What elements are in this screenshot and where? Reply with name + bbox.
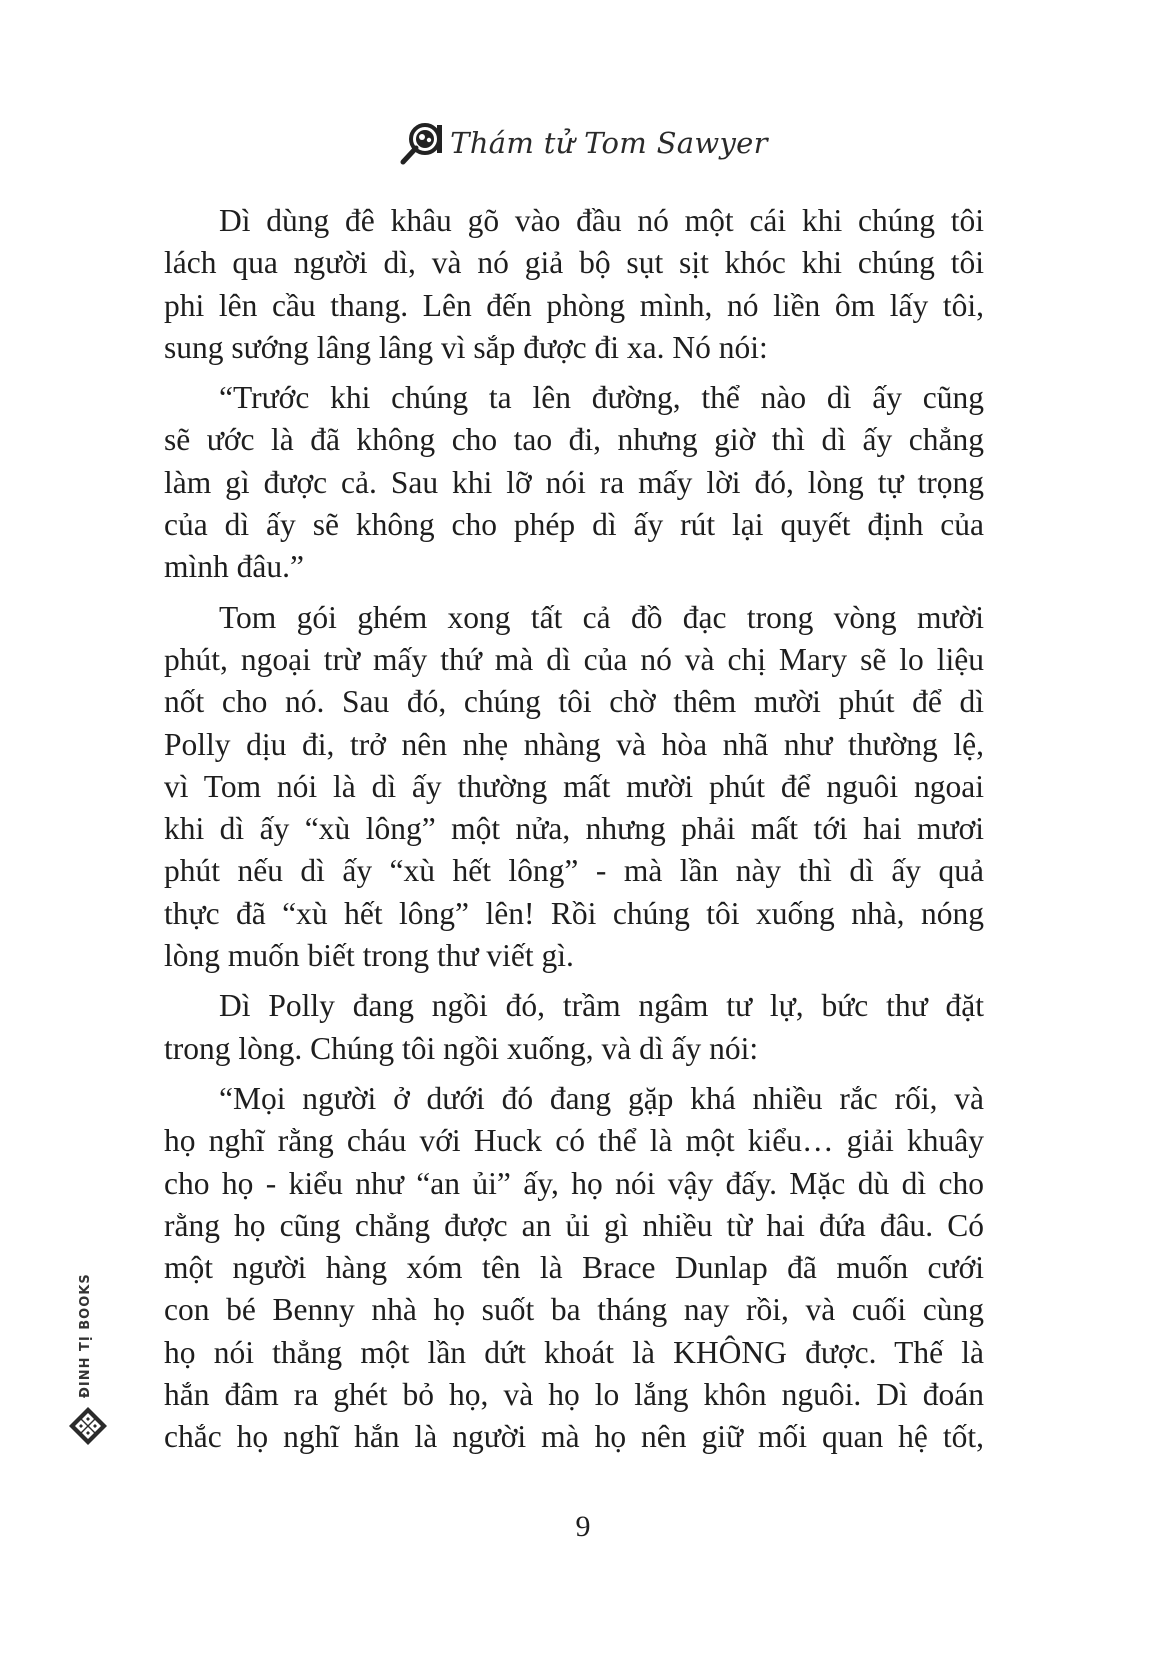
book-title: Thám tử Tom Sawyer: [450, 126, 768, 160]
paragraph: [164, 377, 984, 588]
text-line: họ nói thẳng một lần dứt khoát là KHÔNG được. Thế là: [164, 1334, 984, 1370]
text-line: phi lên cầu thang. Lên đến phòng mình, nó liền ôm lấy tôi,: [164, 287, 984, 323]
text-line: nốt cho nó. Sau đó, chúng tôi chờ thêm mười phút để dì: [164, 684, 984, 720]
text-line: mình đâu.”: [164, 549, 304, 585]
publisher-mark: [66, 1273, 110, 1450]
paragraph: [164, 597, 984, 978]
text-line: rằng họ cũng chẳng được an ủi gì nhiều từ hai đứa đâu. Có: [164, 1207, 984, 1243]
text-line: hắn đâm ra ghét bỏ họ, và họ lo lắng khôn nguôi. Dì đoán: [164, 1377, 984, 1413]
paragraph: [164, 1078, 984, 1459]
text-line: Tom gói ghém xong tất cả đồ đạc trong vòng mười: [219, 599, 984, 635]
text-line: lòng muốn biết trong thư viết gì.: [164, 938, 574, 974]
magnifying-glass-icon: [398, 120, 444, 166]
text-line: “Trước khi chúng ta lên đường, thể nào dì ấy cũng: [219, 380, 984, 416]
text-line: cho họ - kiểu như “an ủi” ấy, họ nói vậy đấy. Mặc dù dì cho: [164, 1165, 984, 1201]
paragraph: [164, 200, 984, 369]
text-line: phút, ngoại trừ mấy thứ mà dì của nó và chị Mary sẽ lo liệu: [164, 641, 984, 677]
text-line: chắc họ nghĩ hắn là người mà họ nên giữ mối quan hệ tốt,: [164, 1419, 984, 1455]
text-line: sẽ ước là đã không cho tao đi, nhưng giờ thì dì ấy chẳng: [164, 422, 984, 458]
diamond-lattice-logo-icon: [68, 1406, 108, 1446]
text-line: làm gì được cả. Sau khi lỡ nói ra mấy lời đó, lòng tự trọng: [164, 464, 984, 500]
text-line: lách qua người dì, và nó giả bộ sụt sịt khóc khi chúng tôi: [164, 245, 984, 281]
text-line: thực đã “xù hết lông” lên! Rồi chúng tôi xuống nhà, nóng: [164, 895, 984, 931]
text-line: của dì ấy sẽ không cho phép dì ấy rút lại quyết định của: [164, 507, 984, 543]
text-line: con bé Benny nhà họ suốt ba tháng nay rồi, và cuối cùng: [164, 1292, 984, 1328]
text-line: “Mọi người ở dưới đó đang gặp khá nhiều rắc rối, và: [219, 1080, 984, 1116]
publisher-name: ĐINH TỊ BOOKS: [78, 1273, 93, 1398]
text-line: khi dì ấy “xù lông” một nửa, nhưng phải mất tới hai mươi: [164, 811, 984, 847]
page-number: 9: [575, 1510, 591, 1543]
text-line: Polly dịu đi, trở nên nhẹ nhàng và hòa nhã như thường lệ,: [164, 726, 984, 762]
body-text: [164, 200, 984, 1467]
text-line: phút nếu dì ấy “xù hết lông” - mà lần này thì dì ấy quả: [164, 853, 984, 889]
text-line: vì Tom nói là dì ấy thường mất mười phút để nguôi ngoai: [164, 768, 984, 804]
text-line: sung sướng lâng lâng vì sắp được đi xa. Nó nói:: [164, 329, 768, 365]
text-line: họ nghĩ rằng cháu với Huck có thể là một kiểu… giải khuây: [164, 1123, 984, 1159]
text-line: Dì Polly đang ngồi đó, trầm ngâm tư lự, bức thư đặt: [219, 988, 984, 1024]
running-header: [0, 118, 1166, 168]
text-line: trong lòng. Chúng tôi ngồi xuống, và dì ấy nói:: [164, 1030, 759, 1066]
paragraph: [164, 985, 984, 1070]
text-line: Dì dùng đê khâu gõ vào đầu nó một cái khi chúng tôi: [219, 203, 984, 238]
text-line: một người hàng xóm tên là Brace Dunlap đã muốn cưới: [164, 1250, 984, 1286]
